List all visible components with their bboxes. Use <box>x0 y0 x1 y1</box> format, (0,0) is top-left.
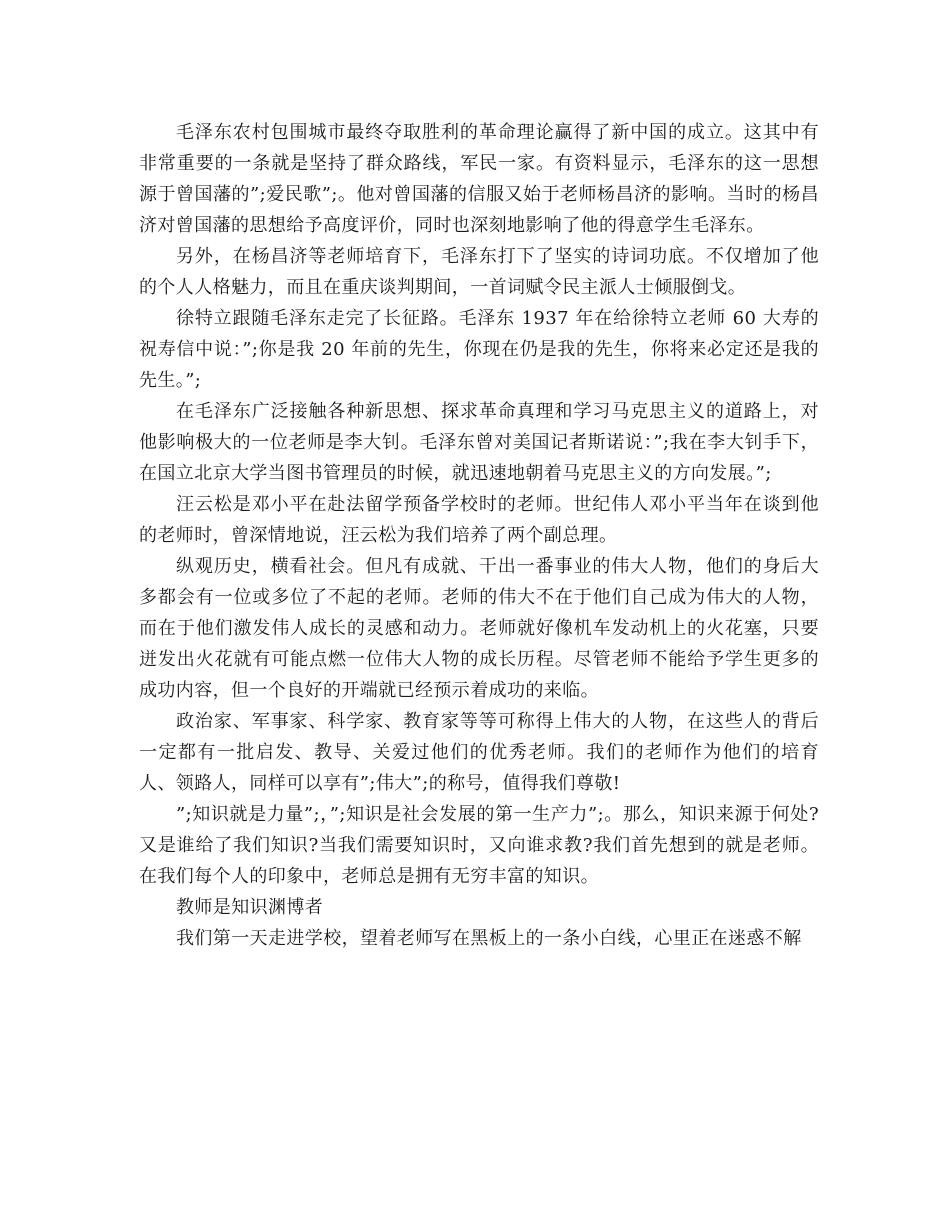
document-body <box>139 117 819 954</box>
paragraph-great-teachers: 政治家、军事家、科学家、教育家等等可称得上伟大的人物，在这些人的背后一定都有一批启发、教导、关爱过他们的优秀老师。我们的老师作为他们的培育人、领路人，同样可以享有”;伟大”;的称号，值得我们尊敬! <box>139 711 819 794</box>
paragraph-xu-teli: 徐特立跟随毛泽东走完了长征路。毛泽东 1937 年在给徐特立老师 60 大寿的祝寿信中说：”;你是我 20 年前的先生，你现在仍是我的先生，你将来必定还是我的先生。”; <box>139 308 819 391</box>
paragraph-first-day-school: 我们第一天走进学校，望着老师写在黑板上的一条小白线，心里正在迷惑不解 <box>176 928 802 949</box>
paragraph-history-overview: 纵观历史，横看社会。但凡有成就、干出一番事业的伟大人物，他们的身后大多都会有一位或多位了不起的老师。老师的伟大不在于他们自己成为伟大的人物，而在于他们激发伟人成长的灵感和动力。老师就好像机车发动机上的火花塞，只要迸发出火花就有可能点燃一位伟大人物的成长历程。尽管老师不能给予学生更多的成功内容，但一个良好的开端就已经预示着成功的来临。 <box>139 556 819 701</box>
paragraph-wang-yunsong: 汪云松是邓小平在赴法留学预备学校时的老师。世纪伟人邓小平当年在谈到他的老师时，曾深情地说，汪云松为我们培养了两个副总理。 <box>139 494 819 546</box>
paragraph-mao-mass-line: 毛泽东农村包围城市最终夺取胜利的革命理论赢得了新中国的成立。这其中有非常重要的一条就是坚持了群众路线，军民一家。有资料显示，毛泽东的这一思想源于曾国藩的”;爱民歌”;。他对曾国藩的信服又始于老师杨昌济的影响。当时的杨昌济对曾国藩的思想给予高度评价，同时也深刻地影响了他的得意学生毛泽东。 <box>139 122 819 236</box>
paragraph-yang-changji-poetry: 另外，在杨昌济等老师培育下，毛泽东打下了坚实的诗词功底。不仅增加了他的个人人格魅力，而且在重庆谈判期间，一首词赋令民主派人士倾服倒戈。 <box>139 246 819 298</box>
section-heading-knowledgeable-teacher: 教师是知识渊博者 <box>176 897 324 918</box>
paragraph-li-dazhao: 在毛泽东广泛接触各种新思想、探求革命真理和学习马克思主义的道路上，对他影响极大的一位老师是李大钊。毛泽东曾对美国记者斯诺说：”;我在李大钊手下，在国立北京大学当图书管理员的时候，就迅速地朝着马克思主义的方向发展。”; <box>139 401 819 484</box>
paragraph-knowledge-power: ”;知识就是力量”;，”;知识是社会发展的第一生产力”;。那么，知识来源于何处?又是谁给了我们知识?当我们需要知识时，又向谁求教?我们首先想到的就是老师。在我们每个人的印象中，老师总是拥有无穷丰富的知识。 <box>139 804 819 887</box>
